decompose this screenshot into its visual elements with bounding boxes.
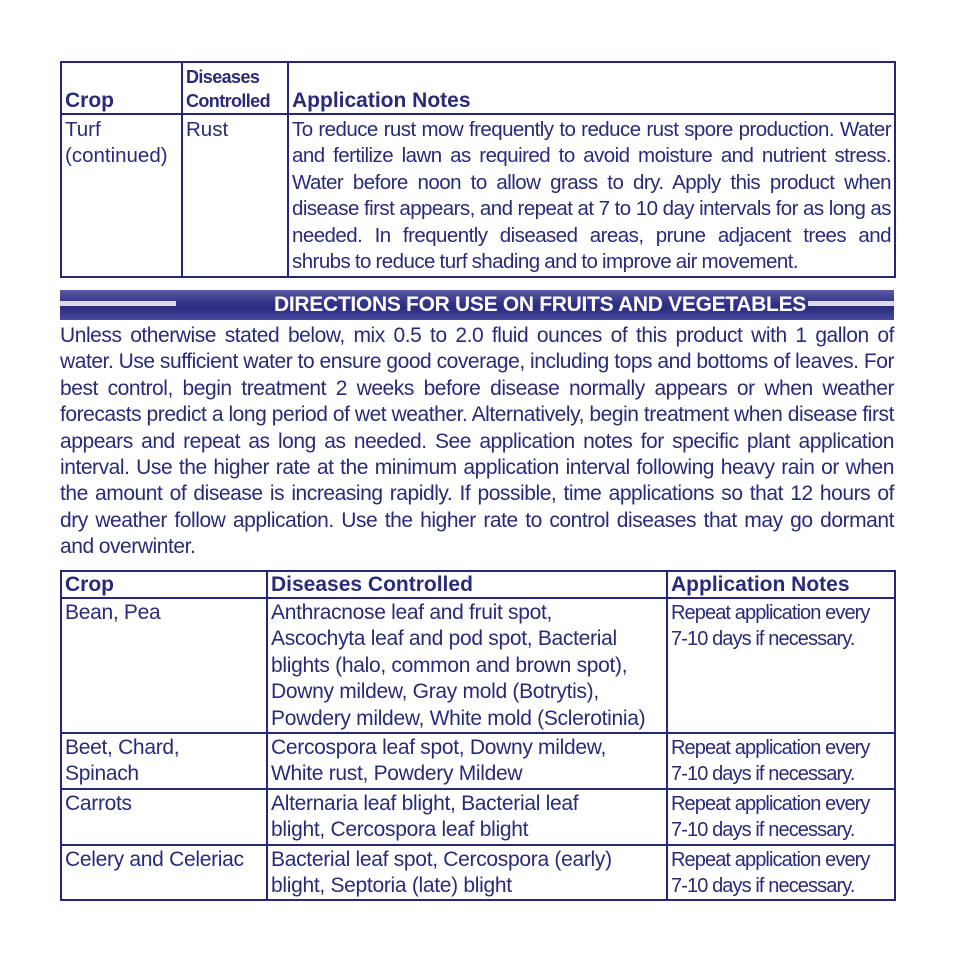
- notes-line: Repeat application every: [671, 737, 870, 760]
- notes-line: 7-10 days if necessary.: [671, 628, 855, 651]
- table-row: [61, 114, 895, 277]
- crop-line: Bean, Pea: [65, 601, 161, 624]
- diseases-line: Powdery mildew, White mold (Sclerotinia): [271, 706, 646, 730]
- notes-cell: [667, 845, 895, 901]
- notes-cell: [667, 789, 895, 845]
- fruits-vegetables-table: [60, 570, 896, 901]
- diseases-cell: [267, 598, 667, 733]
- header-crop: Crop: [61, 62, 182, 114]
- diseases-line: Anthracnose leaf and fruit spot,: [271, 601, 553, 624]
- banner-stripe-right: [808, 301, 894, 306]
- notes-line: Repeat application every: [671, 792, 870, 815]
- header-crop: Crop: [61, 571, 267, 598]
- diseases-cell: Rust: [182, 114, 288, 277]
- crop-cell: [61, 789, 267, 845]
- notes-cell: [667, 598, 895, 733]
- notes-line: 7-10 days if necessary.: [671, 763, 855, 786]
- section-banner: [60, 290, 894, 320]
- table-row: [61, 789, 895, 845]
- crop-cell: [61, 598, 267, 733]
- notes-line: Repeat application every: [671, 848, 870, 871]
- diseases-cell: [267, 789, 667, 845]
- crop-line: Beet, Chard,: [65, 736, 180, 760]
- diseases-line: Alternaria leaf blight, Bacterial leaf: [271, 791, 579, 815]
- table-header-row: [61, 571, 895, 598]
- notes-line: Repeat application every: [671, 602, 870, 624]
- header-diseases-controlled: [182, 62, 288, 114]
- header-application-notes: Application Notes: [667, 571, 895, 598]
- header-diseases-line1: Diseases: [186, 67, 260, 87]
- table-row: [61, 845, 895, 901]
- crop-line2: (continued): [65, 144, 168, 168]
- notes-line: 7-10 days if necessary.: [671, 819, 855, 842]
- directions-paragraph: Unless otherwise stated below, mix 0.5 to 2.0 fluid ounces of this product with 1 gallon of water. Use sufficient water to ensure good coverage, including tops and bottoms of leaves. For best control, begin treatment 2 weeks before disease normally appears or when weather forecasts predict a long period of wet weather. Alternatively, begin treatment when disease first appears and repeat as long as needed. See application notes for specific plant application interval. Use the higher rate at the minimum application interval following heavy rain or when the amount of disease is increasing rapidly. If possible, time applications so that 12 hours of dry weather follow application. Use the higher rate to control diseases that may go dormant and overwinter.: [60, 324, 894, 559]
- crop-line1: Turf: [65, 118, 101, 141]
- diseases-line: blights (halo, common and brown spot),: [271, 653, 628, 677]
- notes-cell: [667, 733, 895, 789]
- banner-stripe-left: [60, 301, 176, 306]
- crop-cell: [61, 845, 267, 901]
- crop-line: Spinach: [65, 762, 139, 786]
- header-diseases-line2: Controlled: [186, 91, 270, 111]
- crop-cell: [61, 733, 267, 789]
- diseases-line: White rust, Powdery Mildew: [271, 762, 523, 786]
- table-body: [61, 598, 895, 900]
- notes-cell: To reduce rust mow frequently to reduce rust spore production. Water and fertilize lawn as required to avoid moisture and nutrient stress. Water before noon to allow grass to dry. Apply this product when disease first appears, and repeat at 7 to 10 day intervals for as long as needed. In frequently diseased areas, prune adjacent trees and shrubs to reduce turf shading and to improve air movement.: [288, 114, 895, 277]
- diseases-line: blight, Cercospora leaf blight: [271, 818, 529, 842]
- crop-line: Carrots: [65, 791, 132, 815]
- diseases-line: Ascochyta leaf and pod spot, Bacterial: [271, 627, 617, 651]
- header-application-notes: Application Notes: [288, 62, 895, 114]
- diseases-cell: [267, 733, 667, 789]
- diseases-line: Cercospora leaf spot, Downy mildew,: [271, 736, 606, 760]
- diseases-cell: [267, 845, 667, 901]
- crop-cell: [61, 114, 182, 277]
- table-row: [61, 598, 895, 733]
- diseases-line: Bacterial leaf spot, Cercospora (early): [271, 847, 612, 871]
- crop-line: Celery and Celeriac: [65, 847, 244, 871]
- table-row: [61, 733, 895, 789]
- diseases-line: Downy mildew, Gray mold (Botrytis),: [271, 680, 599, 704]
- notes-line: 7-10 days if necessary.: [671, 875, 855, 898]
- turf-table: [60, 61, 896, 278]
- header-diseases-controlled: Diseases Controlled: [267, 571, 667, 598]
- banner-title: DIRECTIONS FOR USE ON FRUITS AND VEGETABLES: [274, 293, 806, 316]
- table-header-row: [61, 62, 895, 114]
- diseases-line: blight, Septoria (late) blight: [271, 874, 512, 898]
